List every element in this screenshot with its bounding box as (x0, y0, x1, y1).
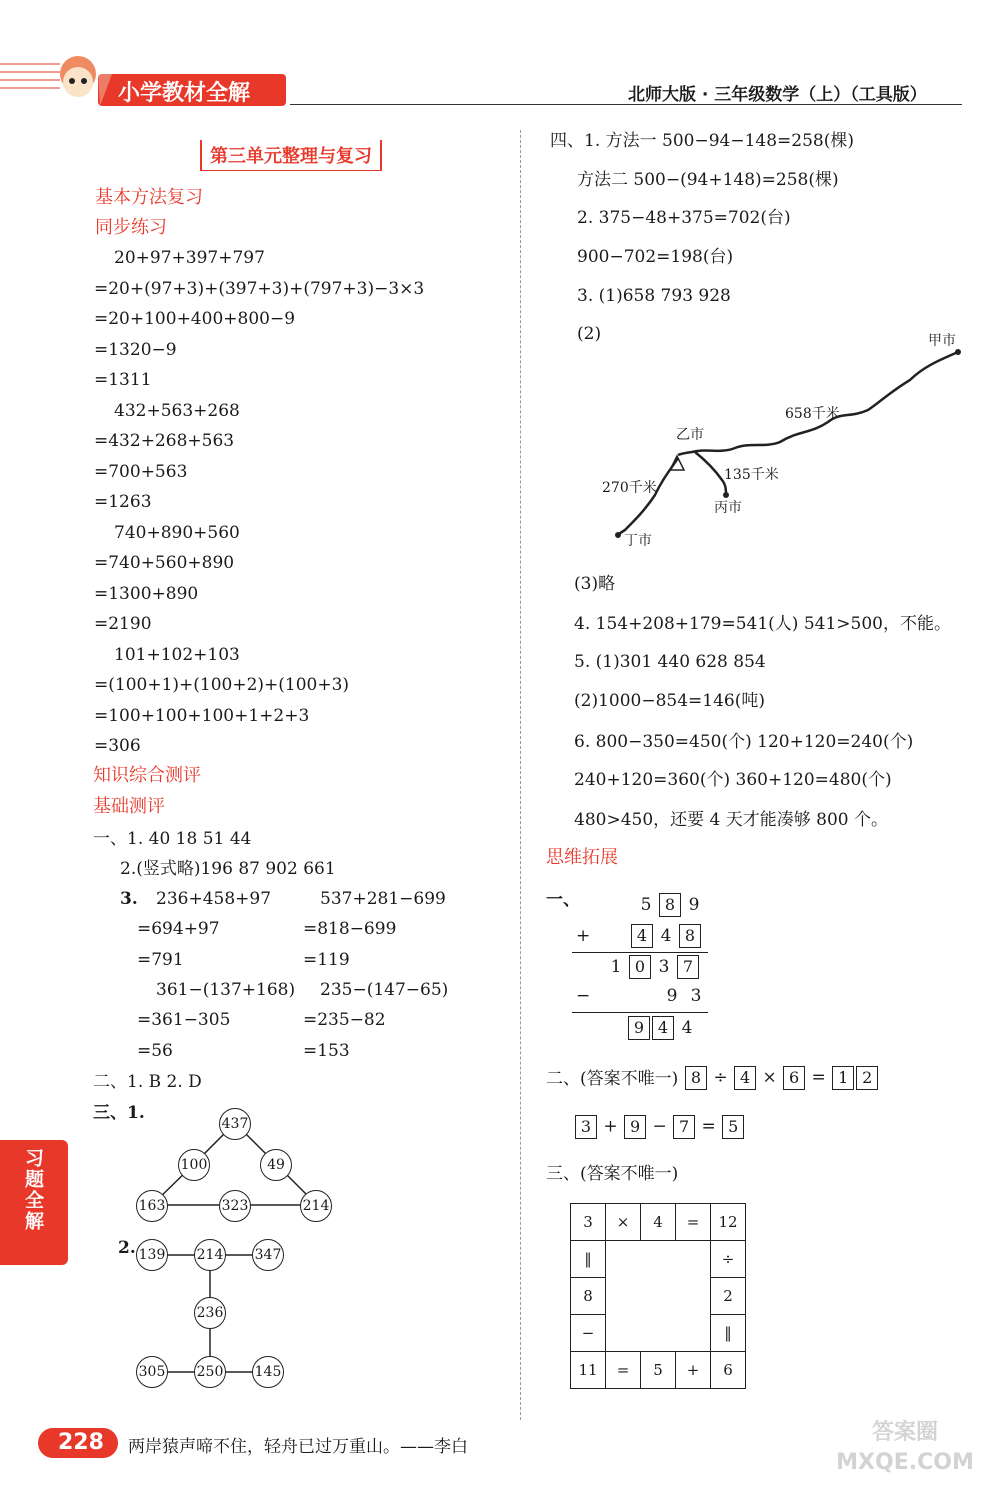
calc-line: =20+(97+3)+(397+3)+(797+3)−3×3 (94, 278, 425, 299)
map-distance-2: 135千米 (724, 467, 779, 483)
r-line-12: 240+120=360(个) 360+120=480(个) (574, 770, 892, 790)
digit-box: 9 (628, 1016, 650, 1040)
v-row-1 (634, 893, 706, 917)
r-line-11: 6. 800−350=450(个) 120+120=240(个) (574, 732, 914, 752)
map-label-jia: 甲市 (928, 333, 956, 349)
map-distance-1: 658千米 (785, 406, 840, 422)
eq-box: 2 (856, 1066, 878, 1090)
eq-box: 4 (734, 1066, 756, 1090)
grid-cell: 8 (571, 1278, 606, 1315)
grid-cell: 4 (641, 1204, 676, 1241)
digit-box: 8 (659, 893, 681, 917)
v-row-2 (576, 924, 702, 948)
grid-cell: 6 (711, 1352, 746, 1389)
grid-cell: = (676, 1204, 711, 1241)
watermark-text: 答案圈 MXQE.COM (836, 1420, 974, 1475)
calc-line: 101+102+103 (114, 644, 240, 665)
cross-node: 347 (252, 1239, 284, 1271)
digit: 3 (690, 986, 702, 1006)
calc-line: 740+890+560 (114, 522, 240, 543)
calc-line: =100+100+100+1+2+3 (94, 705, 310, 726)
watermark-logo (820, 1418, 990, 1478)
triangle-node: 323 (219, 1190, 251, 1222)
series-title: 小学教材全解 (118, 81, 251, 106)
heading-sync-practice: 同步练习 (95, 217, 167, 238)
grid-cell: ‖ (711, 1315, 746, 1352)
triangle-node: 437 (219, 1108, 251, 1140)
digit: 4 (681, 1017, 693, 1038)
r-line-3: 2. 375−48+375=702(台) (577, 208, 791, 228)
r-line-4: 900−702=198(台) (577, 247, 734, 267)
book-edition-title: 北师大版 · 三年级数学（上）（工具版） (628, 85, 927, 105)
digit-box: 4 (631, 924, 653, 948)
calc-line: =306 (94, 736, 141, 756)
side-tab (0, 1140, 68, 1265)
section-title-text: 第三单元整理与复习 (210, 146, 372, 167)
heading-comprehensive-test: 知识综合测评 (93, 765, 201, 786)
q2-answer: 二、1. B 2. D (93, 1072, 202, 1092)
calc-line: =432+268+563 (94, 431, 235, 451)
v-row-5 (627, 1016, 699, 1040)
q1-3-step: =56 (137, 1040, 173, 1061)
eq-box: 6 (783, 1066, 805, 1090)
eq-op: = (701, 1116, 716, 1137)
side-tab-text: 习题全解 (22, 1148, 44, 1232)
calc-line: 20+97+397+797 (114, 248, 265, 268)
grid-cell: 5 (641, 1352, 676, 1389)
cross-node: 145 (252, 1356, 284, 1388)
heading-basic-test: 基础测评 (93, 796, 165, 817)
calc-line: =1320−9 (94, 339, 177, 360)
triangle-node: 100 (178, 1149, 210, 1181)
digit: 4 (660, 925, 672, 946)
q2-label-right: 二、(答案不唯一) (546, 1069, 679, 1089)
eq-box: 5 (722, 1115, 744, 1139)
q1-3-step: =694+97 (137, 919, 220, 940)
column-divider (520, 130, 521, 1420)
r-line-8: 4. 154+208+179=541(人) 541>500，不能。 (574, 614, 951, 634)
eq-op: = (811, 1067, 826, 1088)
grid-cell: ÷ (711, 1241, 746, 1278)
calc-line: =2190 (94, 614, 152, 634)
digit: 1 (610, 956, 622, 977)
map-label-bing: 丙市 (714, 500, 742, 516)
heading-thinking-extension: 思维拓展 (546, 847, 618, 868)
q1-3-step: 537+281−699 (320, 889, 446, 909)
eq-box: 1 (832, 1066, 854, 1090)
triangle-node: 49 (260, 1149, 292, 1181)
route-map (600, 330, 980, 560)
digit: 9 (688, 894, 700, 915)
calc-line: =20+100+400+800−9 (94, 309, 296, 329)
equation-2 (574, 1115, 745, 1139)
cross-node: 214 (194, 1239, 226, 1271)
calc-line: =(100+1)+(100+2)+(100+3) (94, 675, 350, 695)
grid-cell: 3 (571, 1204, 606, 1241)
triangle-node: 214 (300, 1190, 332, 1222)
digit-box: 0 (629, 955, 651, 979)
number-frame-grid (570, 1203, 746, 1389)
header-rule (290, 104, 962, 105)
r-line-7: (3)略 (574, 574, 616, 594)
plus-sign: + (576, 925, 591, 946)
eq-op: × (762, 1067, 777, 1088)
digit-box: 8 (679, 924, 701, 948)
r-line-5: 3. (1)658 793 928 (577, 286, 731, 306)
grid-cell: 12 (711, 1204, 746, 1241)
cross-node: 139 (136, 1239, 168, 1271)
q1-3-step: 361−(137+168) (156, 979, 296, 1000)
q1-3-step: 235−(147−65) (320, 979, 449, 1000)
v-label: 一、 (546, 890, 580, 910)
map-label-yi: 乙市 (676, 427, 704, 443)
eq-op: ÷ (713, 1067, 728, 1088)
cross-node: 250 (194, 1356, 226, 1388)
eq-box: 8 (685, 1066, 707, 1090)
grid-center (606, 1241, 711, 1352)
heading-basic-methods: 基本方法复习 (95, 187, 203, 208)
eq-box: 9 (624, 1115, 646, 1139)
grid-cell: 2 (711, 1278, 746, 1315)
eq-op: + (603, 1116, 618, 1137)
grid-cell: = (606, 1352, 641, 1389)
q1-3-step: =235−82 (303, 1010, 386, 1031)
digit-box: 4 (652, 1016, 674, 1040)
r-line-1: 四、1. 方法一 500−94−148=258(棵) (550, 131, 854, 151)
cross-node: 305 (136, 1356, 168, 1388)
eq-box: 7 (673, 1115, 695, 1139)
footer-quote: 两岸猿声啼不住，轻舟已过万重山。——李白 (128, 1437, 468, 1457)
eq-op: − (652, 1116, 667, 1137)
digit: 5 (640, 894, 652, 915)
digit-box: 7 (677, 955, 699, 979)
calc-line: =1311 (94, 370, 152, 390)
v-row-4 (576, 986, 708, 1006)
v-rule-2 (572, 1012, 708, 1013)
grid-cell: 11 (571, 1352, 606, 1389)
q1-3-step: =153 (303, 1040, 350, 1061)
r-line-13: 480>450，还要 4 天才能凑够 800 个。 (574, 810, 889, 830)
map-label-ding: 丁市 (624, 533, 652, 549)
q1-3-label: 3. (120, 889, 138, 909)
v-row-3 (604, 955, 700, 979)
grid-cell: − (571, 1315, 606, 1352)
calc-line: 432+563+268 (114, 400, 240, 421)
v-rule-1 (572, 952, 708, 953)
digit: 9 (666, 986, 678, 1006)
q1-3-step: 236+458+97 (156, 889, 272, 909)
q1-1-answer: 一、1. 40 18 51 44 (93, 829, 252, 849)
q1-3-step: =361−305 (137, 1010, 231, 1031)
page-number: 228 (58, 1430, 104, 1455)
q1-3-step: =818−699 (303, 919, 397, 940)
grid-cell: + (676, 1352, 711, 1389)
calc-line: =700+563 (94, 461, 188, 482)
r-line-9: 5. (1)301 440 628 854 (574, 652, 766, 672)
q1-3-step: =791 (137, 949, 184, 970)
q3-1-label: 三、1. (93, 1103, 145, 1123)
grid-cell: × (606, 1204, 641, 1241)
q1-3-step: =119 (303, 949, 350, 970)
section-title (200, 140, 382, 171)
q1-2-answer: 2.(竖式略)196 87 902 661 (120, 859, 336, 879)
r-line-10: (2)1000−854=146(吨) (574, 691, 765, 711)
grid-cell: ‖ (571, 1241, 606, 1278)
calc-line: =1300+890 (94, 583, 199, 604)
digit: 3 (658, 956, 670, 977)
eq-box: 3 (575, 1115, 597, 1139)
minus-sign: − (576, 986, 591, 1006)
triangle-node: 163 (136, 1190, 168, 1222)
q3-label-right: 三、(答案不唯一) (546, 1164, 679, 1184)
cross-node: 236 (194, 1297, 226, 1329)
r-line-6: (2) (577, 324, 602, 344)
map-distance-3: 270千米 (602, 480, 657, 496)
r-line-2: 方法二 500−(94+148)=258(棵) (577, 170, 839, 190)
calc-line: =740+560+890 (94, 553, 235, 573)
q3-2-label: 2. (118, 1238, 136, 1258)
equation-1 (684, 1066, 879, 1090)
calc-line: =1263 (94, 492, 152, 512)
